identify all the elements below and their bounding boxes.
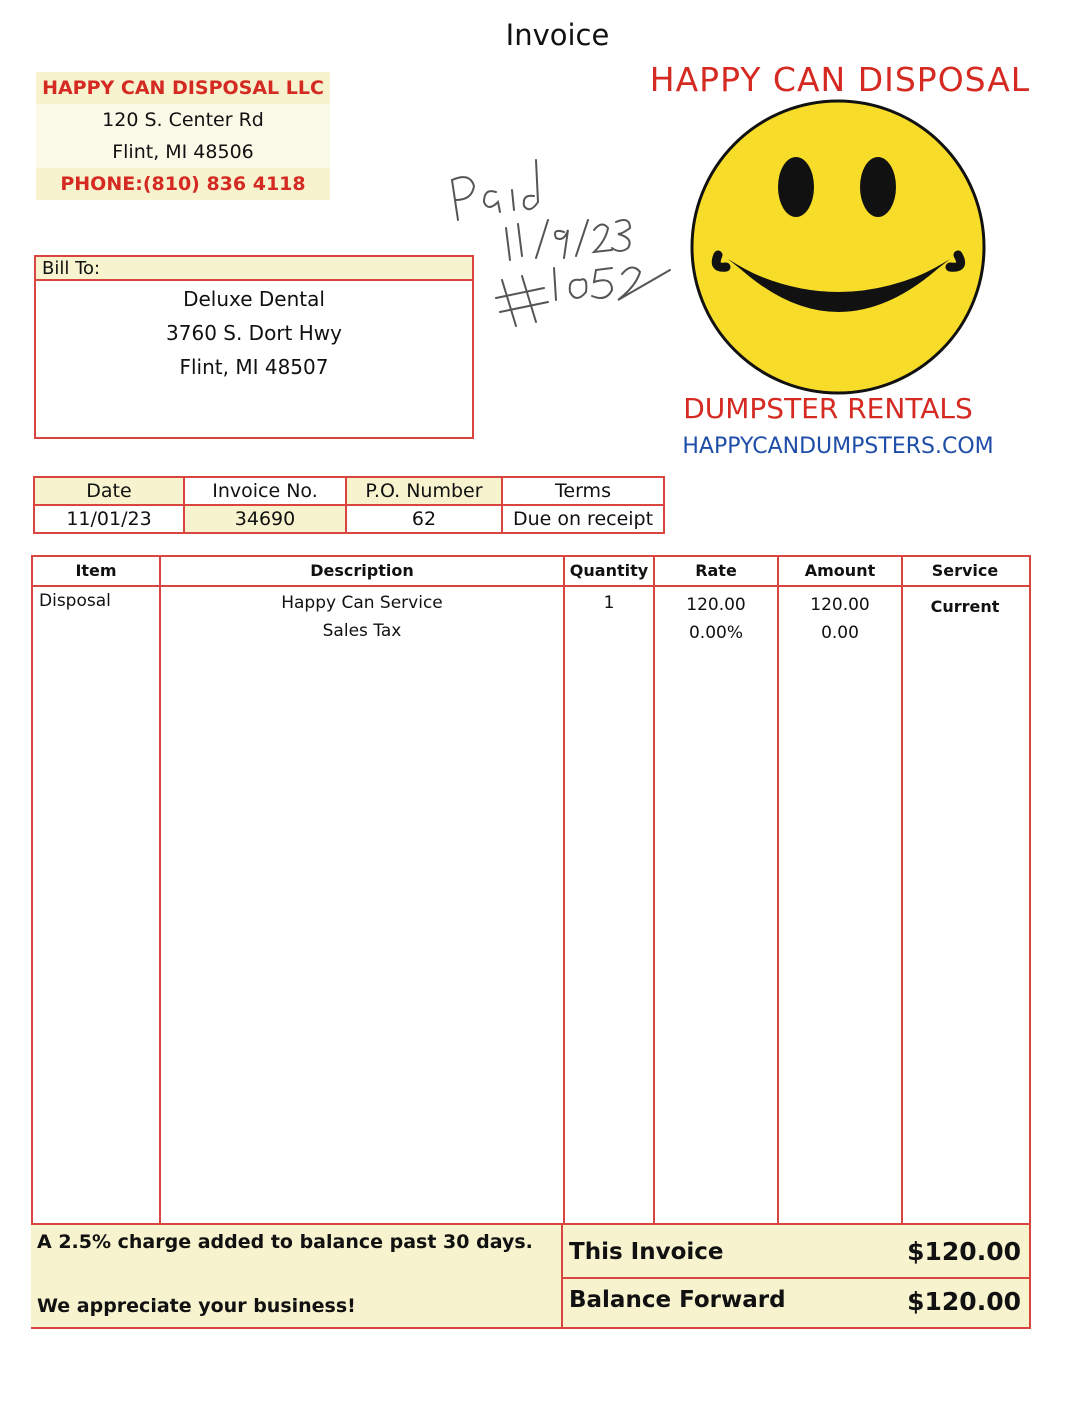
smiley-face-icon xyxy=(688,97,988,397)
item-header: Item xyxy=(75,561,117,580)
thanks-note: We appreciate your business! xyxy=(37,1295,356,1317)
company-info-box xyxy=(36,72,330,202)
logo-tagline: DUMPSTER RENTALS xyxy=(683,392,973,425)
rate-header: Rate xyxy=(695,561,737,580)
balance-forward-label: Balance Forward xyxy=(569,1287,786,1313)
po-number-header: P.O. Number xyxy=(346,477,502,505)
invoice-info-table xyxy=(33,476,665,534)
totals-divider xyxy=(563,1277,1029,1279)
this-invoice-label: This Invoice xyxy=(569,1239,724,1265)
late-charge-note: A 2.5% charge added to balance past 30 days. xyxy=(37,1231,533,1253)
company-street: 120 S. Center Rd xyxy=(36,104,330,136)
bill-to-city: Flint, MI 48507 xyxy=(179,355,329,379)
column-divider xyxy=(901,557,903,1225)
company-city: Flint, MI 48506 xyxy=(36,136,330,168)
invoice-number-header: Invoice No. xyxy=(184,477,346,505)
page-title: Invoice xyxy=(505,18,610,52)
service-header: Service xyxy=(931,561,999,580)
line-items-table xyxy=(31,555,1031,1329)
quantity-header: Quantity xyxy=(569,561,649,580)
row2-amount: 0.00 xyxy=(821,623,859,643)
footer-notes xyxy=(31,1223,561,1327)
column-divider xyxy=(159,557,161,1225)
column-divider xyxy=(653,557,655,1225)
row1-amount: 120.00 xyxy=(810,595,870,615)
totals-box xyxy=(561,1223,1029,1327)
terms-value: Due on receipt xyxy=(502,505,664,533)
company-phone: PHONE:(810) 836 4118 xyxy=(36,168,330,200)
column-divider xyxy=(777,557,779,1225)
po-number-value: 62 xyxy=(346,505,502,533)
invoice-number-value: 34690 xyxy=(184,505,346,533)
bill-to-name: Deluxe Dental xyxy=(183,287,325,311)
handwritten-paid-note xyxy=(440,150,680,340)
date-value: 11/01/23 xyxy=(34,505,184,533)
this-invoice-value: $120.00 xyxy=(907,1237,1021,1266)
balance-forward-value: $120.00 xyxy=(907,1287,1021,1316)
row1-rate: 120.00 xyxy=(686,595,746,615)
amount-header: Amount xyxy=(804,561,876,580)
company-website: HAPPYCANDUMPSTERS.COM xyxy=(682,434,994,459)
row1-description: Happy Can Service xyxy=(281,593,443,613)
description-header: Description xyxy=(310,561,414,580)
row1-item: Disposal xyxy=(39,591,111,611)
bill-to-label: Bill To: xyxy=(36,257,472,281)
row2-rate: 0.00% xyxy=(688,623,743,643)
terms-header: Terms xyxy=(502,477,664,505)
row1-quantity: 1 xyxy=(603,593,615,613)
row2-description: Sales Tax xyxy=(322,621,402,641)
row1-service: Current xyxy=(930,597,1000,616)
company-name: HAPPY CAN DISPOSAL LLC xyxy=(36,72,330,104)
column-divider xyxy=(563,557,565,1225)
bill-to-box xyxy=(34,255,474,439)
date-header: Date xyxy=(34,477,184,505)
logo-title: HAPPY CAN DISPOSAL xyxy=(649,60,1031,99)
bill-to-street: 3760 S. Dort Hwy xyxy=(166,321,342,345)
header-divider xyxy=(33,585,1029,587)
